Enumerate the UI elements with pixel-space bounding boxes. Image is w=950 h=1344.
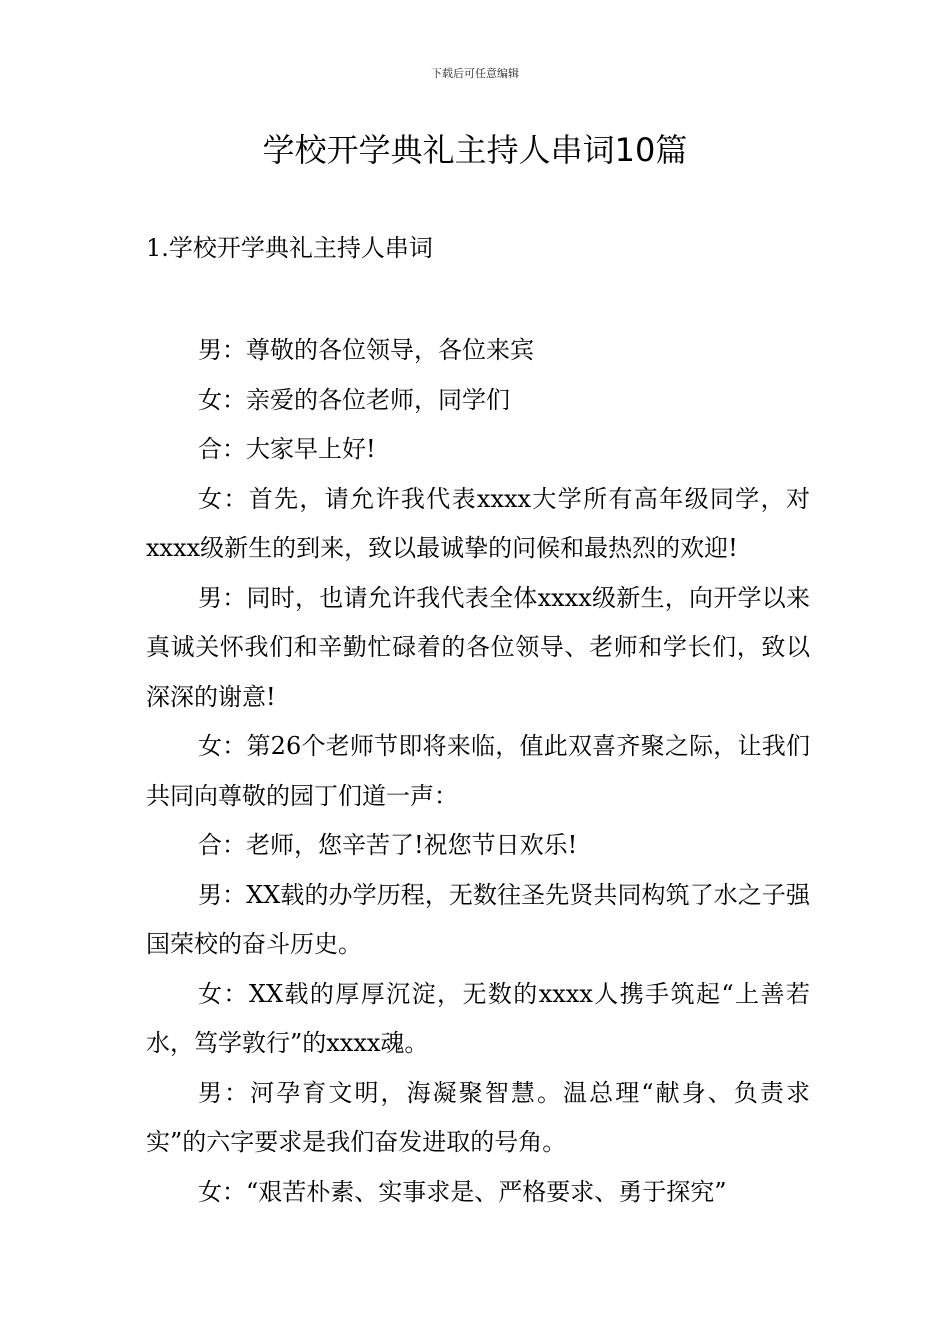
paragraph: 合：老师，您辛苦了!祝您节日欢乐! <box>198 831 578 859</box>
paragraph: 男：尊敬的各位领导，各位来宾 <box>198 336 534 364</box>
body-text <box>146 326 810 1217</box>
paragraph: 女：第26个老师节即将来临，值此双喜齐聚之际，让我们共同向尊敬的园丁们道一声： <box>146 732 810 810</box>
paragraph: 女：亲爱的各位老师，同学们 <box>198 385 510 414</box>
paragraph: 合：大家早上好! <box>198 435 376 463</box>
document-title: 学校开学典礼主持人串词10篇 <box>262 131 688 169</box>
header-note: 下载后可任意编辑 <box>431 67 519 80</box>
paragraph: 女：“艰苦朴素、实事求是、严格要求、勇于探究” <box>198 1177 727 1206</box>
paragraph: 男：XX载的办学历程，无数往圣先贤共同构筑了水之子强国荣校的奋斗历史。 <box>146 880 810 958</box>
section-heading: 1.学校开学典礼主持人串词 <box>146 234 433 262</box>
paragraph: 男：河孕育文明，海凝聚智慧。温总理“献身、负责求实”的六字要求是我们奋发进取的号角。 <box>146 1078 810 1156</box>
paragraph: 男：同时，也请允许我代表全体xxxx级新生，向开学以来真诚关怀我们和辛勤忙碌着的各位领导、老师和学长们，致以深深的谢意! <box>146 583 810 711</box>
paragraph: 女：首先，请允许我代表xxxx大学所有高年级同学，对xxxx级新生的到来，致以最诚挚的问候和最热烈的欢迎! <box>146 484 810 562</box>
paragraph: 女：XX载的厚厚沉淀，无数的xxxx人携手筑起“上善若水，笃学敦行”的xxxx魂。 <box>146 979 810 1057</box>
